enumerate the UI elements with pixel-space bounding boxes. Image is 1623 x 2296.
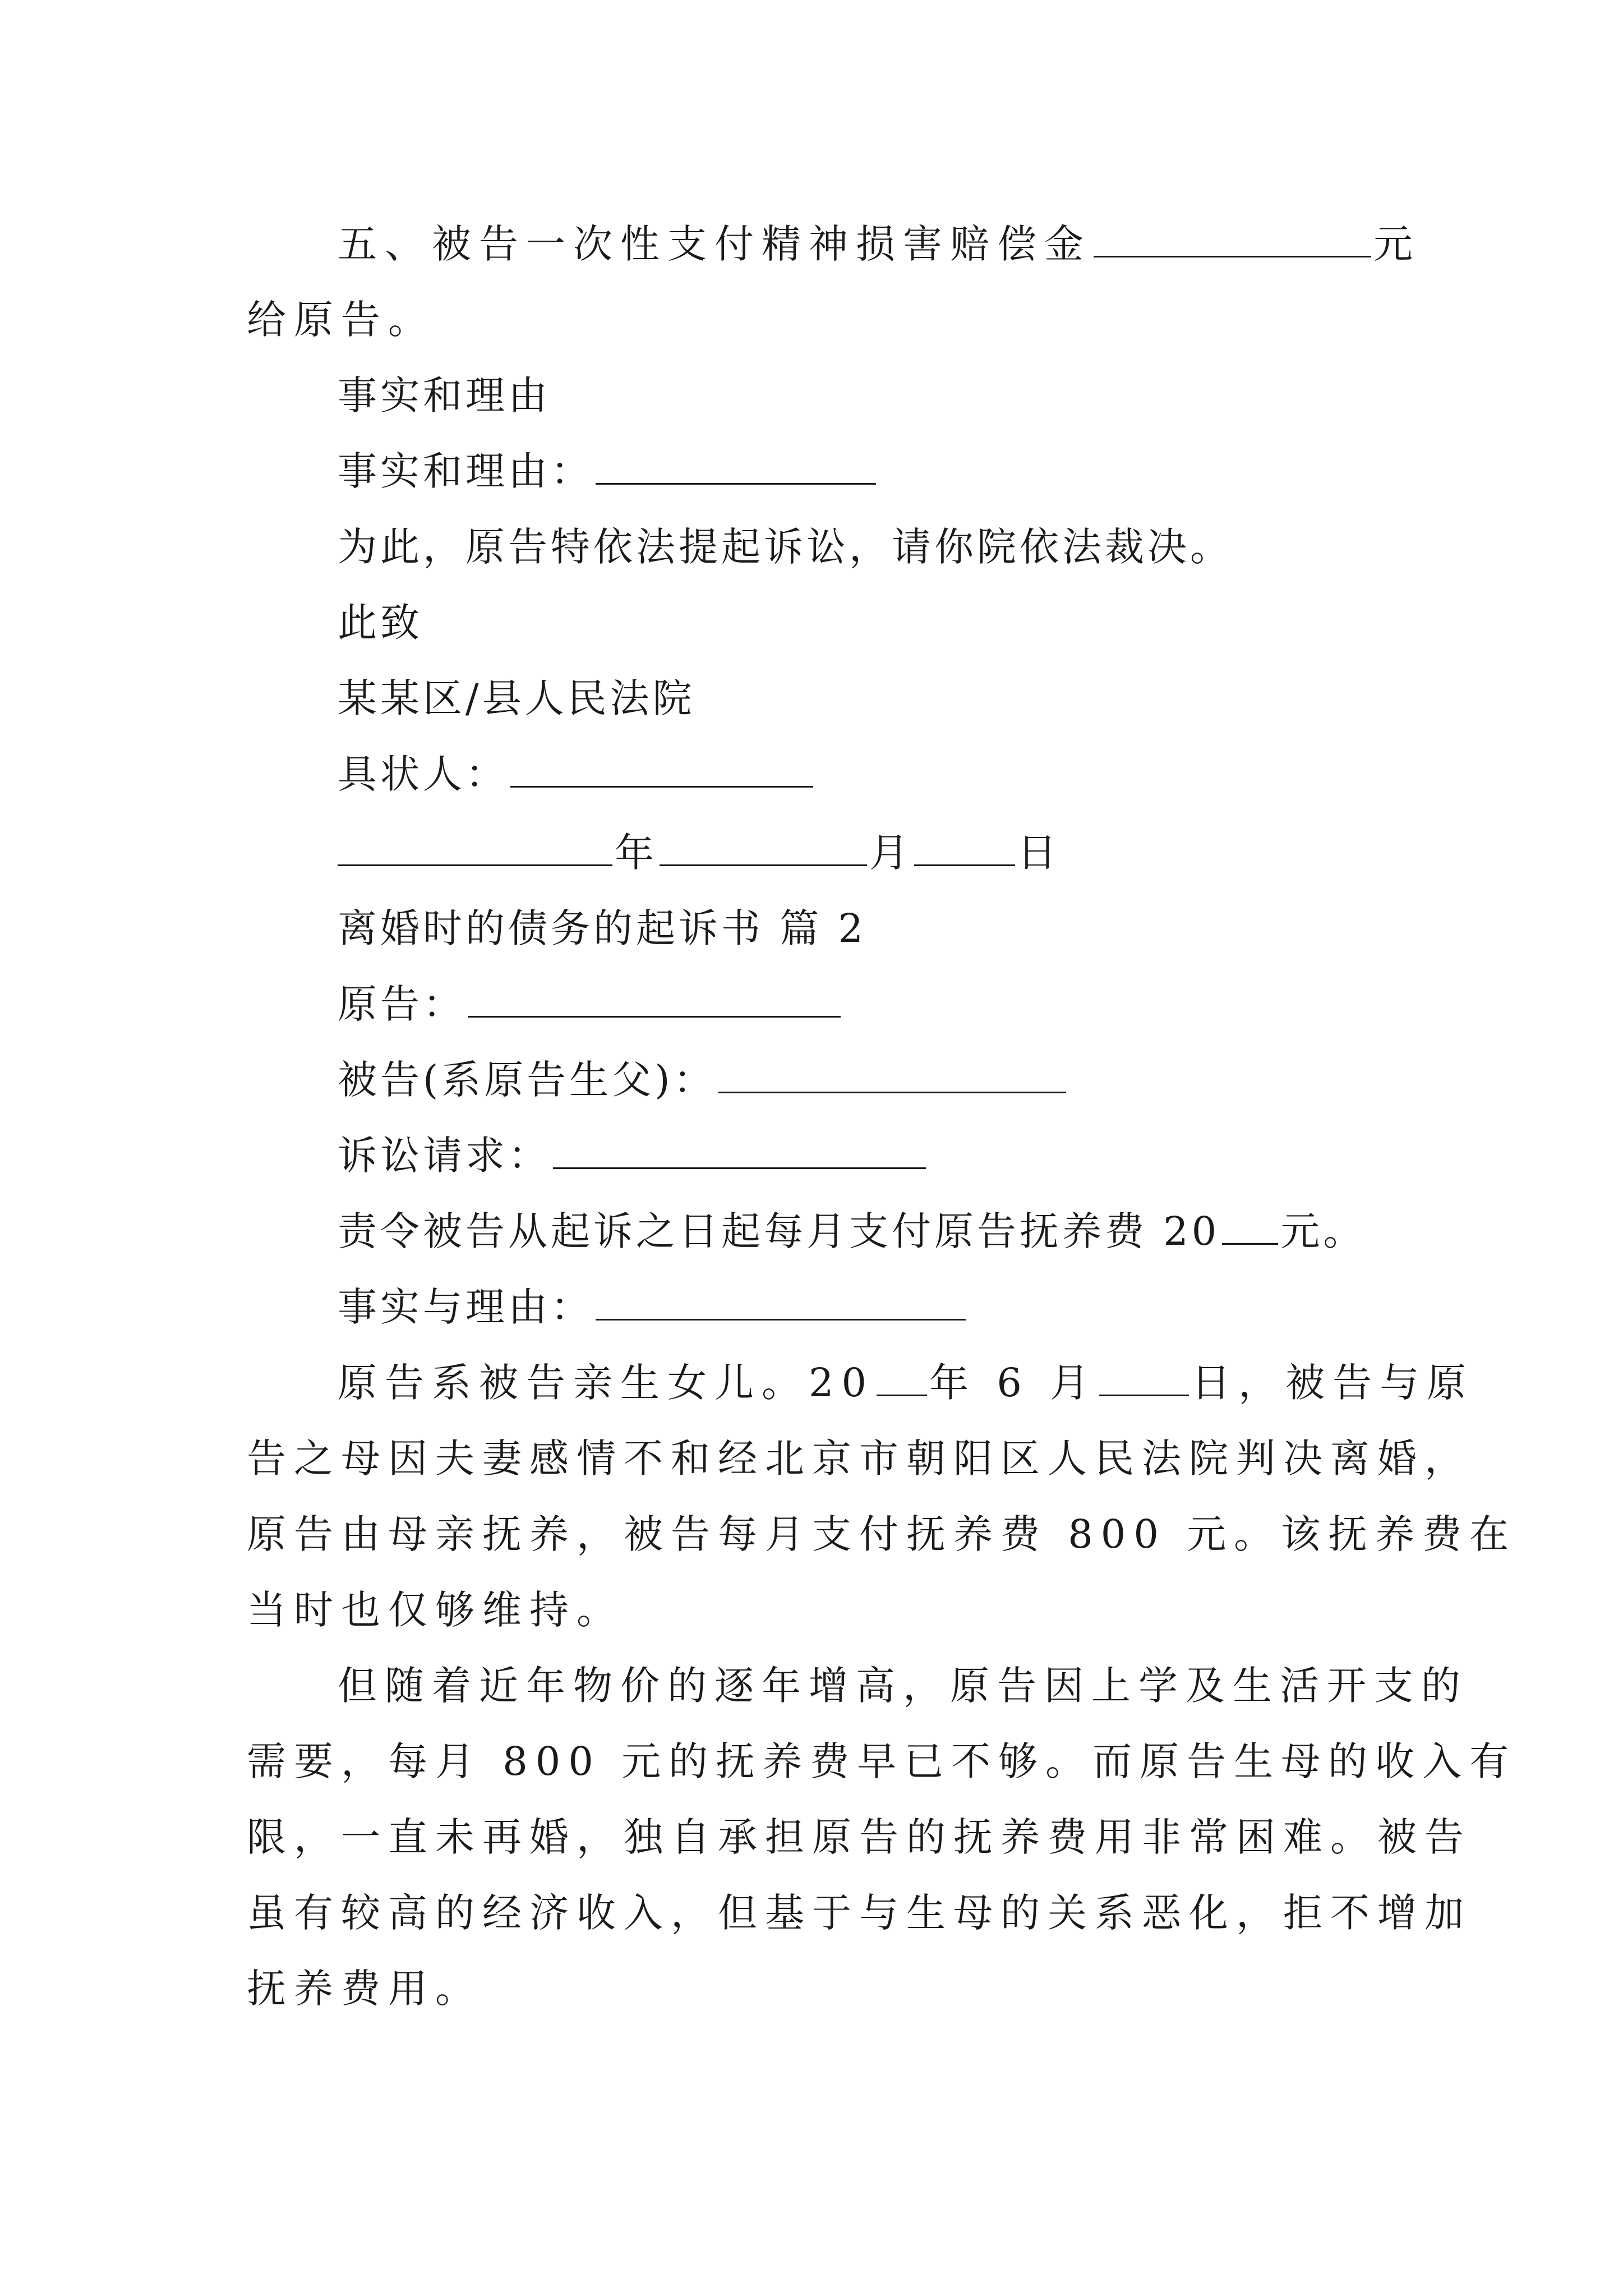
facts-reasons-field — [338, 1279, 968, 1335]
facts-blank — [596, 444, 876, 485]
claims-field — [338, 1128, 928, 1184]
compensation-clause-cont: 给原告。 — [247, 297, 435, 343]
year-blank — [338, 825, 612, 866]
claims-blank — [553, 1128, 926, 1169]
support-claim — [338, 1203, 1366, 1259]
compensation-text: 五、被告一次性支付精神损害赔偿金 — [338, 221, 1091, 267]
signature-blank — [510, 747, 813, 788]
support-claim-unit: 元。 — [1280, 1208, 1366, 1254]
year-label: 年 — [615, 830, 657, 876]
year-suffix-blank — [877, 1355, 927, 1396]
para1-text-a: 原告系被告亲生女儿。20 — [338, 1360, 875, 1406]
divorce-day-blank — [1099, 1355, 1189, 1396]
facts-reasons-blank — [596, 1280, 966, 1320]
paragraph-2-line-5: 抚养费用。 — [247, 1966, 482, 2012]
day-label: 日 — [1017, 830, 1060, 876]
compensation-unit: 元 — [1373, 221, 1421, 267]
compensation-clause — [338, 216, 1421, 272]
facts-field — [338, 443, 878, 499]
paragraph-2-line-3: 限，一直未再婚，独自承担原告的抚养费用非常困难。被告 — [247, 1814, 1472, 1860]
signature-label: 具状人： — [338, 751, 508, 797]
defendant-label: 被告(系原告生父)： — [338, 1057, 716, 1103]
facts-label: 事实和理由： — [338, 448, 593, 494]
defendant-field — [338, 1052, 1068, 1108]
court-name: 某某区/县人民法院 — [338, 675, 695, 721]
paragraph-1-line-1 — [338, 1355, 1474, 1411]
date-field — [338, 825, 1060, 881]
paragraph-1-line-3: 原告由母亲抚养，被告每月支付抚养费 800 元。该抚养费在 — [247, 1511, 1517, 1557]
month-blank — [660, 825, 867, 866]
salutation: 此致 — [338, 600, 423, 646]
plaintiff-signature-field — [338, 746, 815, 802]
para1-text-c: 日，被告与原 — [1191, 1360, 1474, 1406]
plaintiff-field — [338, 976, 843, 1032]
month-label: 月 — [869, 830, 912, 876]
paragraph-2-line-2: 需要，每月 800 元的抚养费早已不够。而原告生母的收入有 — [247, 1738, 1517, 1784]
support-claim-text: 责令被告从起诉之日起每月支付原告抚养费 20 — [338, 1208, 1220, 1254]
defendant-blank — [718, 1052, 1066, 1093]
paragraph-1-line-2: 告之母因夫妻感情不和经北京市朝阳区人民法院判决离婚， — [247, 1435, 1472, 1481]
plaintiff-blank — [468, 977, 841, 1018]
facts-heading: 事实和理由 — [338, 372, 551, 418]
support-amount-blank — [1222, 1204, 1278, 1245]
compensation-amount-blank — [1094, 217, 1371, 257]
request-statement: 为此，原告特依法提起诉讼，请你院依法裁决。 — [338, 524, 1233, 570]
para1-text-b: 年 6 月 — [929, 1360, 1098, 1406]
paragraph-2-line-4: 虽有较高的经济收入，但基于与生母的关系恶化，拒不增加 — [247, 1890, 1472, 1936]
facts-reasons-label: 事实与理由： — [338, 1284, 593, 1330]
day-blank — [914, 825, 1015, 866]
plaintiff-label: 原告： — [338, 981, 465, 1027]
section-title: 离婚时的债务的起诉书 篇 2 — [338, 905, 867, 951]
paragraph-2-line-1: 但随着近年物价的逐年增高，原告因上学及生活开支的 — [338, 1663, 1468, 1709]
paragraph-1-line-4: 当时也仅够维持。 — [247, 1587, 624, 1633]
claims-label: 诉讼请求： — [338, 1133, 551, 1179]
